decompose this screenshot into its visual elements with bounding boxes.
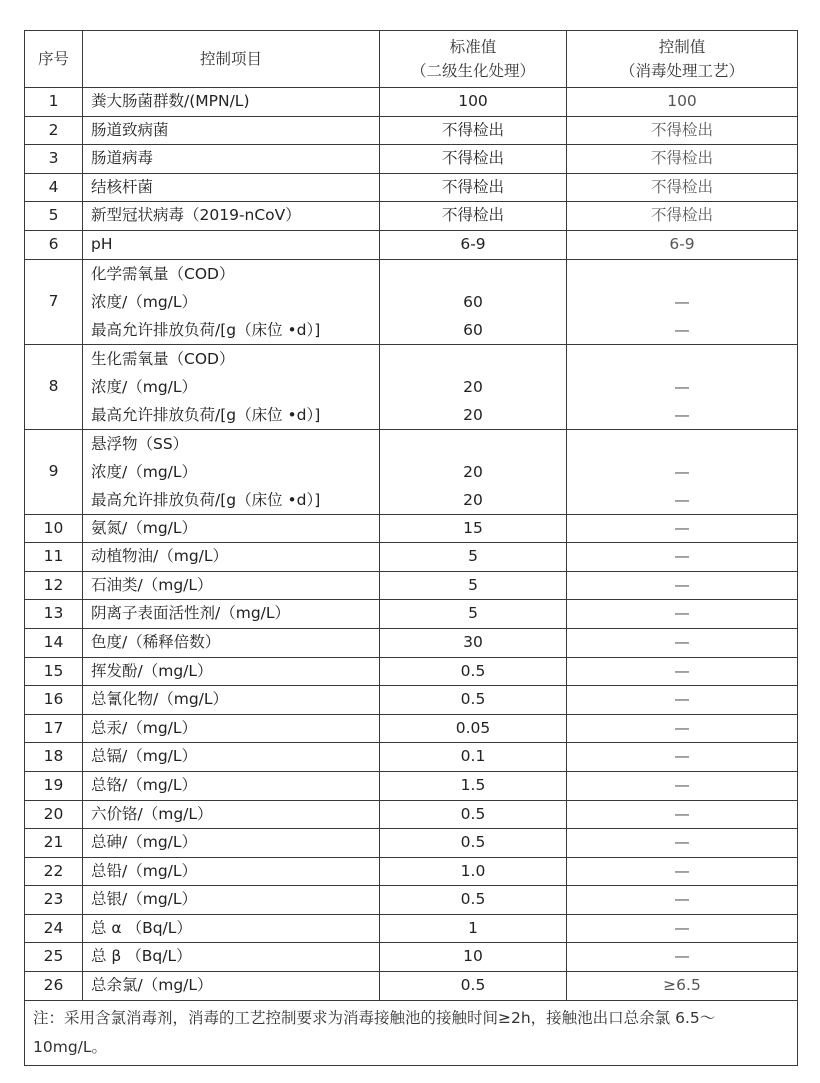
control-item-line: 浓度/（mg/L）	[91, 292, 198, 311]
row-number: 14	[25, 628, 83, 657]
control-item-line: 生化需氧量（COD）	[91, 349, 235, 368]
standard-value: 15	[380, 514, 567, 543]
control-item: 挥发酚/（mg/L）	[83, 657, 380, 686]
standard-value-line: 60	[463, 320, 483, 339]
control-item: 总银/（mg/L）	[83, 886, 380, 915]
control-value: 不得检出	[567, 116, 798, 145]
standard-value: 0.05	[380, 714, 567, 743]
control-value: 不得检出	[567, 173, 798, 202]
control-item: 总汞/（mg/L）	[83, 714, 380, 743]
control-value: —	[567, 943, 798, 972]
control-value: —	[567, 771, 798, 800]
header-control	[567, 31, 798, 88]
standard-value-line: 60	[463, 292, 483, 311]
control-item: 总氰化物/（mg/L）	[83, 686, 380, 715]
table-row	[25, 972, 798, 1001]
control-item: 动植物油/（mg/L）	[83, 543, 380, 572]
control-value: —	[567, 714, 798, 743]
row-number: 16	[25, 686, 83, 715]
table-row	[25, 202, 798, 231]
row-number: 2	[25, 116, 83, 145]
row-number: 25	[25, 943, 83, 972]
table-row	[25, 88, 798, 117]
control-value-line: —	[674, 462, 690, 481]
header-control-line1: 控制值	[658, 38, 706, 56]
control-item: pH	[83, 230, 380, 259]
row-number: 11	[25, 543, 83, 572]
control-item	[83, 344, 380, 429]
row-number: 9	[25, 429, 83, 514]
control-item: 六价铬/（mg/L）	[83, 800, 380, 829]
table-row	[25, 116, 798, 145]
standard-value-line	[386, 430, 560, 458]
table-row	[25, 914, 798, 943]
table-row	[25, 344, 798, 429]
row-number: 24	[25, 914, 83, 943]
standard-value: 不得检出	[380, 202, 567, 231]
control-value: —	[567, 743, 798, 772]
row-number: 21	[25, 829, 83, 858]
table-row	[25, 571, 798, 600]
table-row	[25, 657, 798, 686]
row-number: 26	[25, 972, 83, 1001]
table-row	[25, 230, 798, 259]
header-standard	[380, 31, 567, 88]
standard-value: 5	[380, 543, 567, 572]
table-row	[25, 743, 798, 772]
row-number: 6	[25, 230, 83, 259]
row-number: 20	[25, 800, 83, 829]
table-row	[25, 943, 798, 972]
table-row	[25, 829, 798, 858]
control-item: 石油类/（mg/L）	[83, 571, 380, 600]
standard-value	[380, 344, 567, 429]
control-value-line	[573, 430, 791, 458]
control-value-line: —	[674, 405, 690, 424]
control-item	[83, 259, 380, 344]
table-row	[25, 771, 798, 800]
control-item: 结核杆菌	[83, 173, 380, 202]
control-item	[83, 429, 380, 514]
standard-value: 100	[380, 88, 567, 117]
row-number: 18	[25, 743, 83, 772]
table-body	[25, 88, 798, 1001]
standard-value	[380, 429, 567, 514]
control-item-line: 浓度/（mg/L）	[91, 462, 198, 481]
table-row	[25, 857, 798, 886]
standard-value: 不得检出	[380, 173, 567, 202]
standard-value: 0.5	[380, 886, 567, 915]
control-item: 肠道致病菌	[83, 116, 380, 145]
control-item-line: 悬浮物（SS）	[91, 434, 189, 453]
control-item: 总 β （Bq/L）	[83, 943, 380, 972]
control-item: 总铅/（mg/L）	[83, 857, 380, 886]
row-number: 19	[25, 771, 83, 800]
standard-value-line: 20	[463, 377, 483, 396]
standard-value: 30	[380, 628, 567, 657]
row-number: 4	[25, 173, 83, 202]
standard-value-line: 20	[463, 405, 483, 424]
row-number: 8	[25, 344, 83, 429]
table-row	[25, 173, 798, 202]
control-item: 总镉/（mg/L）	[83, 743, 380, 772]
control-value: —	[567, 543, 798, 572]
standard-value: 0.5	[380, 686, 567, 715]
control-value	[567, 429, 798, 514]
table-row	[25, 600, 798, 629]
control-value-line: —	[674, 320, 690, 339]
control-value: —	[567, 571, 798, 600]
control-value: —	[567, 514, 798, 543]
standard-value: 0.5	[380, 800, 567, 829]
standard-value: 5	[380, 571, 567, 600]
control-value: 100	[567, 88, 798, 117]
control-item-line: 化学需氧量（COD）	[91, 264, 235, 283]
header-standard-line1: 标准值	[449, 38, 497, 56]
row-number: 22	[25, 857, 83, 886]
note-row	[25, 1000, 798, 1065]
standard-value: 1.0	[380, 857, 567, 886]
control-value: —	[567, 829, 798, 858]
table-row	[25, 429, 798, 514]
control-value	[567, 344, 798, 429]
standard-value: 不得检出	[380, 116, 567, 145]
table-row	[25, 714, 798, 743]
standard-value: 5	[380, 600, 567, 629]
table-row	[25, 259, 798, 344]
control-value: —	[567, 657, 798, 686]
control-value: ≥6.5	[567, 972, 798, 1001]
standard-value: 6-9	[380, 230, 567, 259]
control-item-line: 浓度/（mg/L）	[91, 377, 198, 396]
control-value-line: —	[674, 377, 690, 396]
control-value: —	[567, 800, 798, 829]
standard-value-line: 20	[463, 490, 483, 509]
standard-value-line	[386, 260, 560, 288]
control-value: —	[567, 686, 798, 715]
header-item: 控制项目	[83, 31, 380, 88]
control-value-line	[573, 345, 791, 373]
standard-value: 0.5	[380, 972, 567, 1001]
row-number: 12	[25, 571, 83, 600]
control-item: 总铬/（mg/L）	[83, 771, 380, 800]
header-standard-line2: （二级生化处理）	[410, 62, 535, 80]
control-value: 不得检出	[567, 202, 798, 231]
standard-value-line	[386, 345, 560, 373]
standard-value: 不得检出	[380, 145, 567, 174]
table-note: 注：采用含氯消毒剂，消毒的工艺控制要求为消毒接触池的接触时间≥2h，接触池出口总余氯 6.5～10mg/L。	[25, 1000, 798, 1065]
water-quality-control-table	[24, 30, 798, 1066]
header-row	[25, 31, 798, 88]
control-item: 粪大肠菌群数/(MPN/L)	[83, 88, 380, 117]
control-value-line: —	[674, 490, 690, 509]
control-item: 肠道病毒	[83, 145, 380, 174]
row-number: 5	[25, 202, 83, 231]
control-value	[567, 259, 798, 344]
standard-value	[380, 259, 567, 344]
standard-value: 0.1	[380, 743, 567, 772]
standard-value: 0.5	[380, 829, 567, 858]
control-item: 氨氮/（mg/L）	[83, 514, 380, 543]
control-item: 阴离子表面活性剂/（mg/L）	[83, 600, 380, 629]
control-item: 总砷/（mg/L）	[83, 829, 380, 858]
control-item: 总 α （Bq/L）	[83, 914, 380, 943]
control-value: —	[567, 886, 798, 915]
standard-value: 1	[380, 914, 567, 943]
row-number: 17	[25, 714, 83, 743]
row-number: 3	[25, 145, 83, 174]
row-number: 23	[25, 886, 83, 915]
control-item: 新型冠状病毒（2019-nCoV）	[83, 202, 380, 231]
header-control-line2: （消毒处理工艺）	[619, 62, 744, 80]
standard-value: 1.5	[380, 771, 567, 800]
table-row	[25, 543, 798, 572]
control-value: —	[567, 628, 798, 657]
table-row	[25, 886, 798, 915]
header-no: 序号	[25, 31, 83, 88]
control-item: 总余氯/（mg/L）	[83, 972, 380, 1001]
control-item-line: 最高允许排放负荷/[g（床位 •d）]	[91, 405, 321, 424]
control-value: —	[567, 914, 798, 943]
standard-value: 0.5	[380, 657, 567, 686]
control-value: —	[567, 600, 798, 629]
standard-value: 10	[380, 943, 567, 972]
row-number: 10	[25, 514, 83, 543]
row-number: 15	[25, 657, 83, 686]
table-row	[25, 628, 798, 657]
row-number: 7	[25, 259, 83, 344]
standard-value-line: 20	[463, 462, 483, 481]
control-item: 色度/（稀释倍数）	[83, 628, 380, 657]
table-row	[25, 145, 798, 174]
table-row	[25, 514, 798, 543]
control-value: 不得检出	[567, 145, 798, 174]
table-row	[25, 686, 798, 715]
control-value: 6-9	[567, 230, 798, 259]
row-number: 13	[25, 600, 83, 629]
control-item-line: 最高允许排放负荷/[g（床位 •d）]	[91, 490, 321, 509]
control-value-line: —	[674, 292, 690, 311]
control-value-line	[573, 260, 791, 288]
control-item-line: 最高允许排放负荷/[g（床位 •d）]	[91, 320, 321, 339]
table-row	[25, 800, 798, 829]
control-value: —	[567, 857, 798, 886]
row-number: 1	[25, 88, 83, 117]
